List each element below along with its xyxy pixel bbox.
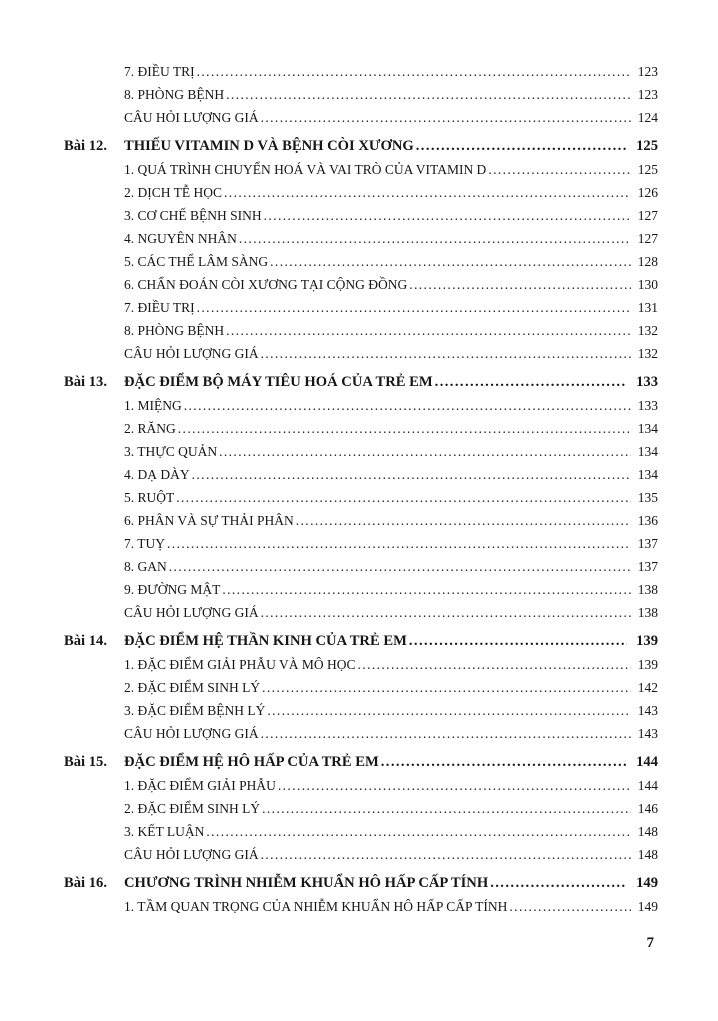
- toc-row: [64, 83, 658, 106]
- toc-entry-page: 143: [637, 726, 658, 741]
- toc-entry-title: THIẾU VITAMIN D VÀ BỆNH CÒI XƯƠNG: [124, 138, 414, 154]
- toc-row: [64, 676, 658, 699]
- toc-entry-page: 134: [637, 421, 658, 436]
- toc-entry-title: CÂU HỎI LƯỢNG GIÁ: [124, 847, 259, 862]
- toc-entry-page: 144: [636, 754, 658, 770]
- toc-row: [64, 653, 658, 676]
- dot-leader: [261, 601, 631, 624]
- toc-entry-page: 134: [637, 467, 658, 482]
- dot-leader: [197, 296, 631, 319]
- toc-entry-page: 146: [637, 801, 658, 816]
- toc-entry-title: 3. KẾT LUẬN: [124, 824, 205, 839]
- toc-entry-title: 8. PHÒNG BỆNH: [124, 323, 225, 338]
- toc-row: [64, 204, 658, 227]
- dot-leader: [197, 60, 631, 83]
- toc-row: [64, 820, 658, 843]
- toc-row: [64, 158, 658, 181]
- dot-leader: [178, 417, 631, 440]
- dot-leader: [261, 722, 631, 745]
- toc-entry-title: 1. QUÁ TRÌNH CHUYỂN HOÁ VÀ VAI TRÒ CỦA VITAMIN D: [124, 162, 487, 177]
- toc-entry-title: CÂU HỎI LƯỢNG GIÁ: [124, 110, 259, 125]
- toc-row: [64, 555, 658, 578]
- toc-entry-page: 126: [637, 185, 658, 200]
- toc-entry-page: 135: [637, 490, 658, 505]
- toc-entry-page: 125: [636, 138, 658, 154]
- toc-entry-page: 132: [637, 346, 658, 361]
- toc-entry-page: 134: [637, 444, 658, 459]
- dot-leader: [409, 273, 631, 296]
- toc-entry-page: 139: [637, 657, 658, 672]
- toc-entry-title: 4. NGUYÊN NHÂN: [124, 231, 237, 246]
- toc-entry-page: 127: [637, 208, 658, 223]
- dot-leader: [224, 181, 631, 204]
- dot-leader: [261, 342, 631, 365]
- toc-row: [64, 134, 658, 158]
- toc-entry-title: 1. MIỆNG: [124, 398, 182, 413]
- dot-leader: [167, 532, 631, 555]
- toc-row: [64, 342, 658, 365]
- dot-leader: [490, 871, 627, 895]
- toc-row: [64, 440, 658, 463]
- toc-entry-page: 139: [636, 633, 658, 649]
- toc-entry-page: 143: [637, 703, 658, 718]
- dot-leader: [416, 134, 627, 158]
- toc-entry-page: 142: [637, 680, 658, 695]
- page-number: 7: [646, 935, 654, 951]
- toc-entry-page: 138: [637, 605, 658, 620]
- dot-leader: [261, 843, 631, 866]
- toc-row: [64, 60, 658, 83]
- toc-entry-page: 131: [637, 300, 658, 315]
- toc-row: [64, 797, 658, 820]
- toc-entry-title: CÂU HỎI LƯỢNG GIÁ: [124, 346, 259, 361]
- toc-entry-page: 127: [637, 231, 658, 246]
- toc-entry-title: 7. ĐIỀU TRỊ: [124, 64, 195, 79]
- toc-entry-page: 149: [636, 875, 658, 891]
- toc-entry-page: 123: [637, 87, 658, 102]
- toc-entry-title: 2. ĐẶC ĐIỂM SINH LÝ: [124, 680, 261, 695]
- dot-leader: [219, 440, 631, 463]
- toc-entry-title: 1. ĐẶC ĐIỂM GIẢI PHẪU: [124, 778, 276, 793]
- toc-row: [64, 273, 658, 296]
- toc-row: [64, 509, 658, 532]
- toc-entry-title: 5. RUỘT: [124, 490, 175, 505]
- toc-entry-title: 8. PHÒNG BỆNH: [124, 87, 225, 102]
- toc-entry-title: 3. ĐẶC ĐIỂM BỆNH LÝ: [124, 703, 266, 718]
- toc-chapter-label: Bài 13.: [64, 374, 107, 390]
- toc-entry-title: 1. ĐẶC ĐIỂM GIẢI PHẪU VÀ MÔ HỌC: [124, 657, 356, 672]
- toc-entry-page: 133: [637, 398, 658, 413]
- toc-entry-title: 7. ĐIỀU TRỊ: [124, 300, 195, 315]
- toc-entry-page: 144: [637, 778, 658, 793]
- toc-entry-title: 7. TUỴ: [124, 536, 166, 551]
- toc-entry-page: 138: [637, 582, 658, 597]
- toc-row: [64, 895, 658, 918]
- toc-entry-page: 132: [637, 323, 658, 338]
- dot-leader: [358, 653, 631, 676]
- dot-leader: [270, 250, 631, 273]
- dot-leader: [222, 578, 631, 601]
- toc-entry-page: 133: [636, 374, 658, 390]
- toc-entry-title: 1. TẦM QUAN TRỌNG CỦA NHIỄM KHUẨN HÔ HẤP CẤP TÍNH: [124, 899, 508, 914]
- dot-leader: [206, 820, 631, 843]
- toc-entry-title: 8. GAN: [124, 559, 167, 574]
- dot-leader: [409, 629, 627, 653]
- toc-row: [64, 750, 658, 774]
- toc-entry-title: 6. CHẨN ĐOÁN CÒI XƯƠNG TẠI CỘNG ĐỒNG: [124, 277, 408, 292]
- dot-leader: [262, 676, 631, 699]
- toc-row: [64, 296, 658, 319]
- toc-entry-title: 2. DỊCH TỄ HỌC: [124, 185, 223, 200]
- dot-leader: [184, 394, 631, 417]
- toc-row: [64, 250, 658, 273]
- toc-entry-title: 2. ĐẶC ĐIỂM SINH LÝ: [124, 801, 261, 816]
- toc-entry-title: 4. DẠ DÀY: [124, 467, 190, 482]
- toc-entry-title: ĐẶC ĐIỂM HỆ HÔ HẤP CỦA TRẺ EM: [124, 754, 379, 770]
- toc-entry-title: 3. CƠ CHẾ BỆNH SINH: [124, 208, 262, 223]
- toc-entry-page: 148: [637, 847, 658, 862]
- dot-leader: [267, 699, 631, 722]
- dot-leader: [488, 158, 631, 181]
- dot-leader: [435, 370, 627, 394]
- toc-chapter-label: Bài 14.: [64, 633, 107, 649]
- dot-leader: [264, 204, 631, 227]
- toc-entry-page: 137: [637, 536, 658, 551]
- dot-leader: [226, 319, 631, 342]
- toc-entry-title: CÂU HỎI LƯỢNG GIÁ: [124, 726, 259, 741]
- toc-entry-title: 3. THỰC QUẢN: [124, 444, 218, 459]
- toc-row: [64, 871, 658, 895]
- toc-row: [64, 532, 658, 555]
- dot-leader: [169, 555, 631, 578]
- toc-entry-page: 128: [637, 254, 658, 269]
- toc-entry-title: 9. ĐƯỜNG MẬT: [124, 582, 221, 597]
- toc-row: [64, 578, 658, 601]
- dot-leader: [296, 509, 631, 532]
- toc-row: [64, 417, 658, 440]
- toc-entry-title: CHƯƠNG TRÌNH NHIỄM KHUẨN HÔ HẤP CẤP TÍNH: [124, 875, 489, 891]
- toc-entry-page: 136: [637, 513, 658, 528]
- toc-entry-title: CÂU HỎI LƯỢNG GIÁ: [124, 605, 259, 620]
- toc-entry-title: 5. CÁC THỂ LÂM SÀNG: [124, 254, 269, 269]
- table-of-contents: [64, 60, 658, 918]
- toc-entry-title: ĐẶC ĐIỂM HỆ THẦN KINH CỦA TRẺ EM: [124, 633, 407, 649]
- toc-row: [64, 629, 658, 653]
- dot-leader: [226, 83, 631, 106]
- toc-chapter-label: Bài 12.: [64, 138, 107, 154]
- toc-row: [64, 722, 658, 745]
- toc-entry-title: 2. RĂNG: [124, 421, 176, 436]
- toc-chapter-label: Bài 16.: [64, 875, 107, 891]
- toc-row: [64, 181, 658, 204]
- dot-leader: [192, 463, 631, 486]
- dot-leader: [176, 486, 631, 509]
- toc-entry-page: 137: [637, 559, 658, 574]
- toc-row: [64, 699, 658, 722]
- toc-row: [64, 774, 658, 797]
- toc-row: [64, 319, 658, 342]
- dot-leader: [381, 750, 627, 774]
- toc-entry-page: 149: [637, 899, 658, 914]
- toc-row: [64, 370, 658, 394]
- dot-leader: [261, 106, 631, 129]
- toc-row: [64, 486, 658, 509]
- toc-chapter-label: Bài 15.: [64, 754, 107, 770]
- toc-entry-page: 123: [637, 64, 658, 79]
- toc-entry-page: 148: [637, 824, 658, 839]
- toc-row: [64, 843, 658, 866]
- toc-entry-page: 125: [637, 162, 658, 177]
- dot-leader: [509, 895, 631, 918]
- toc-entry-title: ĐẶC ĐIỂM BỘ MÁY TIÊU HOÁ CỦA TRẺ EM: [124, 374, 433, 390]
- toc-row: [64, 227, 658, 250]
- toc-row: [64, 463, 658, 486]
- toc-row: [64, 394, 658, 417]
- dot-leader: [239, 227, 631, 250]
- toc-entry-page: 130: [637, 277, 658, 292]
- toc-entry-title: 6. PHÂN VÀ SỰ THẢI PHÂN: [124, 513, 294, 528]
- toc-row: [64, 106, 658, 129]
- dot-leader: [278, 774, 631, 797]
- dot-leader: [262, 797, 631, 820]
- toc-entry-page: 124: [637, 110, 658, 125]
- toc-row: [64, 601, 658, 624]
